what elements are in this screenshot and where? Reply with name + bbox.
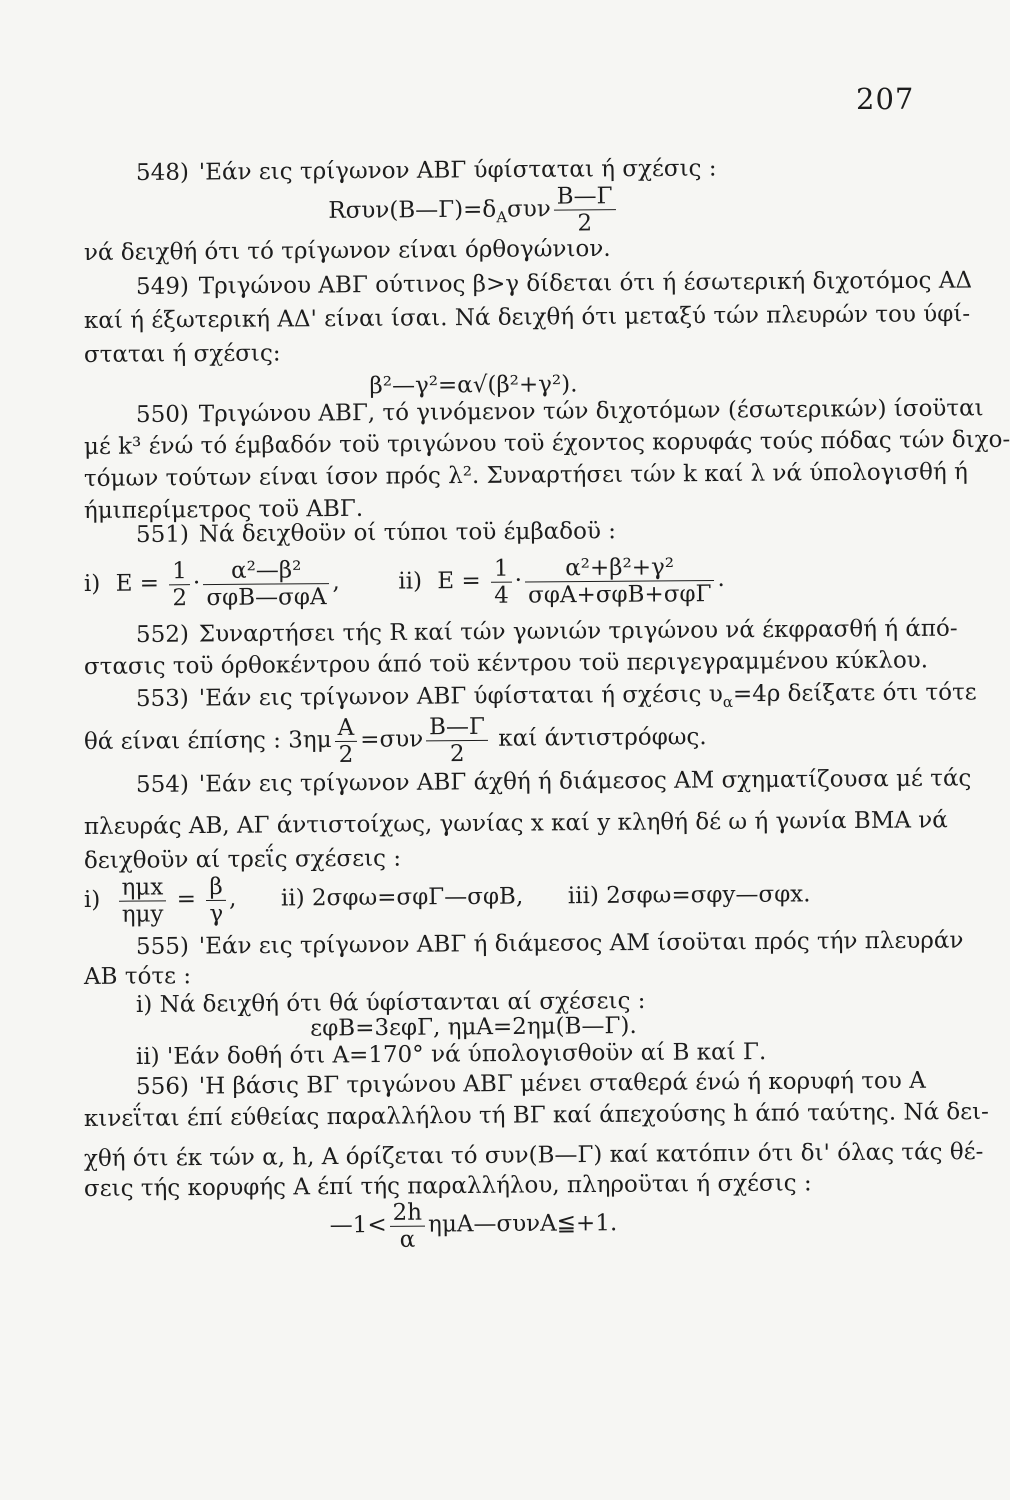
problem-555-line-4: ii) 'Εάν δοθή ότι Α=170° νά ύπολογισθοϋν αί Β καί Γ. xyxy=(135,1039,767,1070)
fraction-denominator: σφΒ—σφΑ xyxy=(206,583,327,611)
problem-550-line-1 xyxy=(135,394,984,430)
problem-556-line-2: κινεΐται έπί εύθείας παραλλήλου τή ΒΓ καί άπεχούσης h άπό ταύτης. Νά δει- xyxy=(83,1098,990,1132)
fraction-numerator: Α xyxy=(334,714,357,741)
problem-556-line-1 xyxy=(135,1066,926,1102)
formula-iii: iii) 2σφω=σφy—σφx. xyxy=(567,881,811,910)
problem-553-text: 'Εάν εις τρίγωνον ΑΒΓ ύφίσταται ή σχέσις υ xyxy=(198,681,723,712)
problem-548-number: 548) xyxy=(135,159,189,186)
formula-part: 3ημ xyxy=(288,727,332,754)
problem-554-line-2: πλευράς ΑΒ, ΑΓ άντιστοίχως, γωνίας x καί y κληθή δέ ω ή γωνία ΒΜΑ νά xyxy=(83,807,948,840)
fraction-numerator: 2h xyxy=(389,1199,425,1226)
problem-550-number: 550) xyxy=(135,401,189,428)
fraction-numerator: α²—β² xyxy=(203,557,329,585)
problem-550-line-3: τόμων τούτων είναι ίσον πρός λ². Συναρτήσει τών k καί λ νά ύπολογισθή ή xyxy=(83,459,968,492)
problem-556-formula xyxy=(0,1191,947,1258)
item-label: ii) xyxy=(398,568,423,595)
item-label: i) xyxy=(83,886,101,913)
formula-part: , xyxy=(228,885,237,912)
formula-part: . xyxy=(717,565,725,593)
problem-552-number: 552) xyxy=(135,621,189,648)
problem-552-text: Συναρτήσει τής R καί τών γωνιών τριγώνου νά έκφρασθή ή άπό- xyxy=(198,615,958,648)
problem-551-text: Νά δειχθοϋν οί τύποι τοϋ έμβαδοϋ : xyxy=(198,518,617,548)
problem-555-formula: εφΒ=3εφΓ, ημΑ=2ημ(Β—Γ). xyxy=(310,1012,637,1042)
problem-548-line-2: νά δειχθή ότι τό τρίγωνον είναι όρθογώνιον. xyxy=(83,235,611,266)
formula-part: Ε = xyxy=(437,567,481,595)
problem-553-text: θά είναι έπίσης : xyxy=(83,727,282,755)
problem-555-line-3: i) Νά δειχθή ότι θά ύφίστανται αί σχέσεις : xyxy=(135,987,646,1018)
formula-part: · xyxy=(192,570,201,597)
problem-550-text: Τριγώνου ΑΒΓ, τό γινόμενον τών διχοτόμων (έσωτερικών) ίσοϋται xyxy=(198,395,984,428)
fraction xyxy=(206,873,226,926)
formula-part: συν xyxy=(506,196,551,223)
fraction-denominator: 2 xyxy=(338,741,354,768)
formula-subscript: α xyxy=(722,692,734,711)
fraction xyxy=(389,1199,425,1252)
problem-556-line-4: σεις τής κορυφής Α έπί τής παραλλήλου, πληροϋται ή σχέσις : xyxy=(83,1170,812,1202)
fraction-denominator: ημy xyxy=(121,900,164,928)
formula-part: =συν xyxy=(360,726,424,753)
problem-554-formulas xyxy=(84,864,906,930)
fraction-denominator: 4 xyxy=(494,582,509,609)
formula-part: · xyxy=(514,567,523,594)
problem-549-line-2: καί ή έξωτερική ΑΔ' είναι ίσαι. Νά δειχθή ότι μεταξύ τών πλευρών του ύφί- xyxy=(83,301,971,334)
fraction-numerator: Β—Γ xyxy=(426,713,488,740)
problem-553-number: 553) xyxy=(135,685,189,712)
fraction-denominator: γ xyxy=(209,900,224,927)
fraction-denominator: 2 xyxy=(449,740,465,767)
fraction xyxy=(525,554,715,608)
fraction-denominator: α xyxy=(399,1226,416,1253)
problem-550-line-2: μέ k³ ένώ τό έμβαδόν τοϋ τριγώνου τοϋ έχοντος κορυφάς τούς πόδας τών διχο- xyxy=(83,426,1010,460)
problem-549-line-1 xyxy=(135,266,973,302)
problem-549-number: 549) xyxy=(135,273,189,300)
problem-556-number: 556) xyxy=(135,1073,189,1100)
problem-554-number: 554) xyxy=(135,771,189,798)
formula-part: = xyxy=(176,886,197,913)
fraction-numerator: β xyxy=(206,873,226,900)
problem-548-text: 'Εάν εις τρίγωνον ΑΒΓ ύφίσταται ή σχέσις : xyxy=(198,155,717,186)
formula-subscript: Α xyxy=(496,208,508,227)
formula-part: , xyxy=(332,568,340,596)
page-number: 207 xyxy=(856,82,915,116)
problem-549-formula: β²—γ²=α√(β²+γ²). xyxy=(369,371,578,400)
fraction xyxy=(203,557,330,611)
formula-part: Ε = xyxy=(115,570,160,597)
problem-555-text: 'Εάν εις τρίγωνον ΑΒΓ ή διάμεσος ΑΜ ίσοϋται πρός τήν πλευράν xyxy=(198,927,964,960)
problem-554-text: 'Εάν εις τρίγωνον ΑΒΓ άχθή ή διάμεσος ΑΜ σχηματίζουσα μέ τάς xyxy=(198,765,972,798)
fraction-denominator: σφΑ+σφΒ+σφΓ xyxy=(527,580,712,609)
problem-553-text: καί άντιστρόφως. xyxy=(498,724,707,752)
problem-549-line-3: σταται ή σχέσις: xyxy=(83,340,281,368)
formula-ii: ii) 2σφω=σφΓ—σφΒ, xyxy=(280,883,524,912)
problem-551-line-1 xyxy=(136,514,906,550)
fraction-numerator: 1 xyxy=(169,558,190,585)
fraction xyxy=(118,874,166,927)
problem-556-line-3: χθή ότι έκ τών α, h, Α όρίζεται τό συν(Β—Γ) καί κατόπιν ότι δι' όλας τάς θέ- xyxy=(83,1138,984,1172)
fraction-numerator: ημx xyxy=(118,874,166,901)
problem-550-line-4: ήμιπερίμετρος τοϋ ΑΒΓ. xyxy=(83,495,364,524)
problem-553-line-2 xyxy=(84,706,906,772)
problem-554-line-3: δειχθοϋν αί τρεΐς σχέσεις : xyxy=(83,845,402,874)
problem-556-text: 'Η βάσις ΒΓ τριγώνου ΑΒΓ μένει σταθερά ένώ ή κορυφή του Α xyxy=(198,1067,926,1100)
fraction xyxy=(554,183,616,236)
problem-552-line-1 xyxy=(135,614,958,650)
problem-554-line-1 xyxy=(135,764,972,800)
formula-part: Rσυν(Β—Γ)=δ xyxy=(328,196,497,224)
fraction xyxy=(491,555,512,608)
fraction-numerator: 1 xyxy=(491,555,512,582)
formula-part: —1< xyxy=(329,1211,387,1239)
problem-553-text: =4ρ δείξατε ότι τότε xyxy=(732,679,977,708)
item-label: i) xyxy=(83,570,101,597)
problem-555-line-2: ΑΒ τότε : xyxy=(83,963,192,990)
formula-part: ημΑ—συνΑ≦+1. xyxy=(428,1210,618,1238)
fraction-numerator: α²+β²+γ² xyxy=(525,554,715,582)
fraction xyxy=(426,713,488,766)
problem-551-formulas xyxy=(84,548,906,614)
problem-549-text: Τριγώνου ΑΒΓ ούτινος β>γ δίδεται ότι ή έσωτερική διχοτόμος ΑΔ xyxy=(198,267,973,300)
fraction xyxy=(169,558,190,611)
fraction-denominator: 2 xyxy=(577,210,593,237)
problem-551-number: 551) xyxy=(135,521,189,548)
fraction-numerator: Β—Γ xyxy=(554,183,616,210)
problem-555-number: 555) xyxy=(135,933,189,960)
problem-552-line-2: στασις τοϋ όρθοκέντρου άπό τοϋ κέντρου τοϋ περιγεγραμμένου κύκλου. xyxy=(83,647,929,680)
fraction-denominator: 2 xyxy=(172,584,188,611)
fraction xyxy=(334,714,357,767)
